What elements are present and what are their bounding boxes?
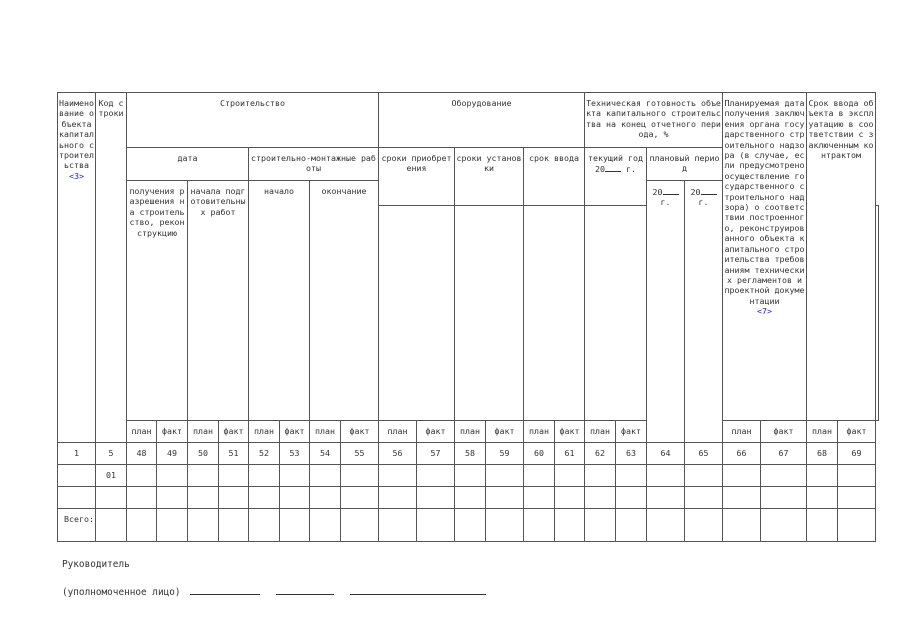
head-label: Руководитель [62, 559, 130, 570]
header-cmw-start: начало [249, 181, 310, 421]
total-label: Всего: [58, 509, 96, 542]
cell-name[interactable] [58, 465, 96, 487]
data-cell[interactable] [157, 509, 188, 542]
position-field[interactable] [190, 584, 260, 595]
data-cell[interactable] [249, 465, 280, 487]
fact-label: факт [838, 421, 876, 443]
data-cell[interactable] [807, 487, 838, 509]
plan-fact-row [58, 421, 879, 443]
header-planned-period: плановый период [647, 148, 723, 181]
column-number: 67 [761, 443, 807, 465]
column-number: 59 [486, 443, 524, 465]
data-cell[interactable] [486, 509, 524, 542]
header-name-column [58, 93, 96, 443]
fact-label: факт [341, 421, 379, 443]
header-empty-cell [876, 206, 879, 421]
data-cell[interactable] [555, 509, 585, 542]
name-field[interactable] [350, 584, 486, 595]
current-year-label: текущий год [588, 153, 643, 163]
header-code-column: Код строки [96, 93, 127, 443]
footnote-ref-7[interactable]: <7> [757, 306, 772, 317]
data-cell[interactable] [807, 465, 838, 487]
data-cell[interactable] [455, 465, 486, 487]
planned-year-2-suffix: г. [698, 197, 709, 208]
data-cell[interactable] [555, 487, 585, 509]
data-cell[interactable] [455, 487, 486, 509]
header-empty-cell [585, 206, 647, 421]
data-cell[interactable] [96, 487, 127, 509]
data-cell[interactable] [157, 487, 188, 509]
signature-field[interactable] [276, 584, 334, 595]
data-cell[interactable] [647, 487, 685, 509]
name-column-label: Наименование объекта капитального строительства [59, 98, 94, 171]
column-number: 5 [96, 443, 127, 465]
data-cell[interactable] [647, 465, 685, 487]
data-cell[interactable] [188, 487, 219, 509]
header-planned-year-1 [647, 181, 685, 443]
data-cell[interactable] [647, 509, 685, 542]
data-cell[interactable] [761, 487, 807, 509]
data-cell[interactable] [219, 509, 249, 542]
year-blank [605, 163, 621, 172]
data-cell[interactable] [524, 465, 555, 487]
data-cell[interactable] [219, 465, 249, 487]
column-number: 52 [249, 443, 280, 465]
data-cell[interactable] [616, 509, 647, 542]
data-cell[interactable] [685, 509, 723, 542]
data-cell[interactable] [188, 509, 219, 542]
fact-label: факт [417, 421, 455, 443]
header-empty-cell [524, 206, 585, 421]
data-cell[interactable] [455, 509, 486, 542]
data-cell[interactable] [838, 465, 876, 487]
plan-label: план [723, 421, 761, 443]
data-cell[interactable] [685, 465, 723, 487]
header-permit: получения разрешения на строительство, реконструкцию [127, 181, 188, 421]
header-cmw-end: окончание [310, 181, 379, 421]
current-year-suffix: г. [626, 164, 636, 175]
column-number: 61 [555, 443, 585, 465]
data-cell[interactable] [417, 509, 455, 542]
data-cell[interactable] [379, 487, 417, 509]
data-cell[interactable] [127, 509, 157, 542]
table-row [58, 465, 879, 487]
plan-label: план [127, 421, 157, 443]
data-cell[interactable] [280, 465, 310, 487]
footnote-ref-3[interactable]: <3> [69, 170, 84, 181]
header-input-term: срок ввода [524, 148, 585, 206]
plan-label: план [585, 421, 616, 443]
data-cell[interactable] [417, 487, 455, 509]
column-number: 63 [616, 443, 647, 465]
data-cell[interactable] [616, 465, 647, 487]
planned-year-1-prefix: 20 [652, 187, 663, 197]
column-number: 64 [647, 443, 685, 465]
data-cell[interactable] [807, 509, 838, 542]
header-date: дата [127, 148, 249, 181]
year-blank [701, 186, 717, 195]
data-cell[interactable] [127, 465, 157, 487]
data-cell[interactable] [58, 487, 96, 509]
column-number: 56 [379, 443, 417, 465]
data-cell[interactable] [585, 487, 616, 509]
column-number: 50 [188, 443, 219, 465]
plan-label: план [310, 421, 341, 443]
plan-label: план [249, 421, 280, 443]
header-empty-cell [379, 206, 455, 421]
fact-label: факт [486, 421, 524, 443]
data-cell[interactable] [157, 465, 188, 487]
year-blank [663, 186, 679, 195]
fact-label: факт [616, 421, 647, 443]
data-cell[interactable] [524, 509, 555, 542]
column-number: 48 [127, 443, 157, 465]
planned-year-1-suffix: г. [660, 197, 671, 208]
data-cell[interactable] [417, 465, 455, 487]
data-cell[interactable] [486, 487, 524, 509]
data-cell[interactable] [341, 487, 379, 509]
column-number: 49 [157, 443, 188, 465]
plan-label: план [455, 421, 486, 443]
plan-label: план [379, 421, 417, 443]
fact-label: факт [157, 421, 188, 443]
data-cell[interactable] [280, 487, 310, 509]
data-cell[interactable] [341, 509, 379, 542]
fact-label: факт [761, 421, 807, 443]
plan-label: план [524, 421, 555, 443]
plan-label: план [807, 421, 838, 443]
header-equipment: Оборудование [379, 93, 585, 148]
data-cell[interactable] [486, 465, 524, 487]
column-number: 53 [280, 443, 310, 465]
data-cell[interactable] [188, 465, 219, 487]
column-number: 1 [58, 443, 96, 465]
column-number: 58 [455, 443, 486, 465]
data-cell[interactable] [723, 509, 761, 542]
data-cell[interactable] [723, 487, 761, 509]
data-cell[interactable] [524, 487, 555, 509]
data-cell[interactable] [219, 487, 249, 509]
data-cell[interactable] [838, 509, 876, 542]
column-number: 54 [310, 443, 341, 465]
fact-label: факт [219, 421, 249, 443]
plan-label: план [188, 421, 219, 443]
report-table [57, 92, 879, 542]
header-empty-cell [455, 206, 524, 421]
data-cell[interactable] [838, 487, 876, 509]
header-acquisition-terms: сроки приобретения [379, 148, 455, 206]
data-cell[interactable] [616, 487, 647, 509]
data-cell[interactable] [379, 465, 417, 487]
total-row [58, 509, 879, 542]
data-cell[interactable] [685, 487, 723, 509]
data-cell[interactable] [585, 509, 616, 542]
planned-year-2-prefix: 20 [690, 187, 701, 197]
data-cell[interactable] [585, 465, 616, 487]
authorized-person-label: (уполномоченное лицо) [62, 587, 181, 598]
data-cell[interactable] [127, 487, 157, 509]
column-numbers-row [58, 443, 879, 465]
column-number: 51 [219, 443, 249, 465]
column-number: 55 [341, 443, 379, 465]
data-cell[interactable] [96, 509, 127, 542]
header-conclusion-date [723, 93, 807, 421]
data-cell[interactable] [723, 465, 761, 487]
column-number: 66 [723, 443, 761, 465]
header-prep-works-start: начала подготовительных работ [188, 181, 249, 421]
header-construction-installation-works: строительно-монтажные работы [249, 148, 379, 181]
data-cell[interactable] [280, 509, 310, 542]
column-number: 62 [585, 443, 616, 465]
conclusion-date-label: Планируемая дата получения заключения органа государственного строительного надзора (в случае, если предусмотрено осуществление государственного строительного надзора) о соответствии построенного, реконструированного объекта капитального строительства требованиям технических регламентов и проектной документации [724, 98, 805, 306]
data-cell[interactable] [341, 465, 379, 487]
header-installation-terms: сроки установки [455, 148, 524, 206]
column-number: 68 [807, 443, 838, 465]
column-number: 69 [838, 443, 876, 465]
cell-row-code: 01 [96, 465, 127, 487]
signature-line [62, 584, 486, 598]
data-cell[interactable] [761, 465, 807, 487]
column-number: 65 [685, 443, 723, 465]
data-cell[interactable] [310, 487, 341, 509]
header-construction: Строительство [127, 93, 379, 148]
fact-label: факт [280, 421, 310, 443]
data-cell[interactable] [249, 509, 280, 542]
column-number: 60 [524, 443, 555, 465]
column-number: 57 [417, 443, 455, 465]
header-technical-readiness: Техническая готовность объекта капитального строительства на конец отчетного периода, % [585, 93, 723, 148]
header-planned-year-2 [685, 181, 723, 443]
data-cell[interactable] [761, 509, 807, 542]
fact-label: факт [555, 421, 585, 443]
table-row [58, 487, 879, 509]
header-current-year [585, 148, 647, 206]
header-commissioning-term: Срок ввода объекта в эксплуатацию в соответствии с заключенным контрактом [807, 93, 876, 421]
current-year-prefix: 20 [595, 164, 605, 175]
data-cell[interactable] [310, 465, 341, 487]
data-cell[interactable] [310, 509, 341, 542]
data-cell[interactable] [249, 487, 280, 509]
data-cell[interactable] [555, 465, 585, 487]
data-cell[interactable] [379, 509, 417, 542]
